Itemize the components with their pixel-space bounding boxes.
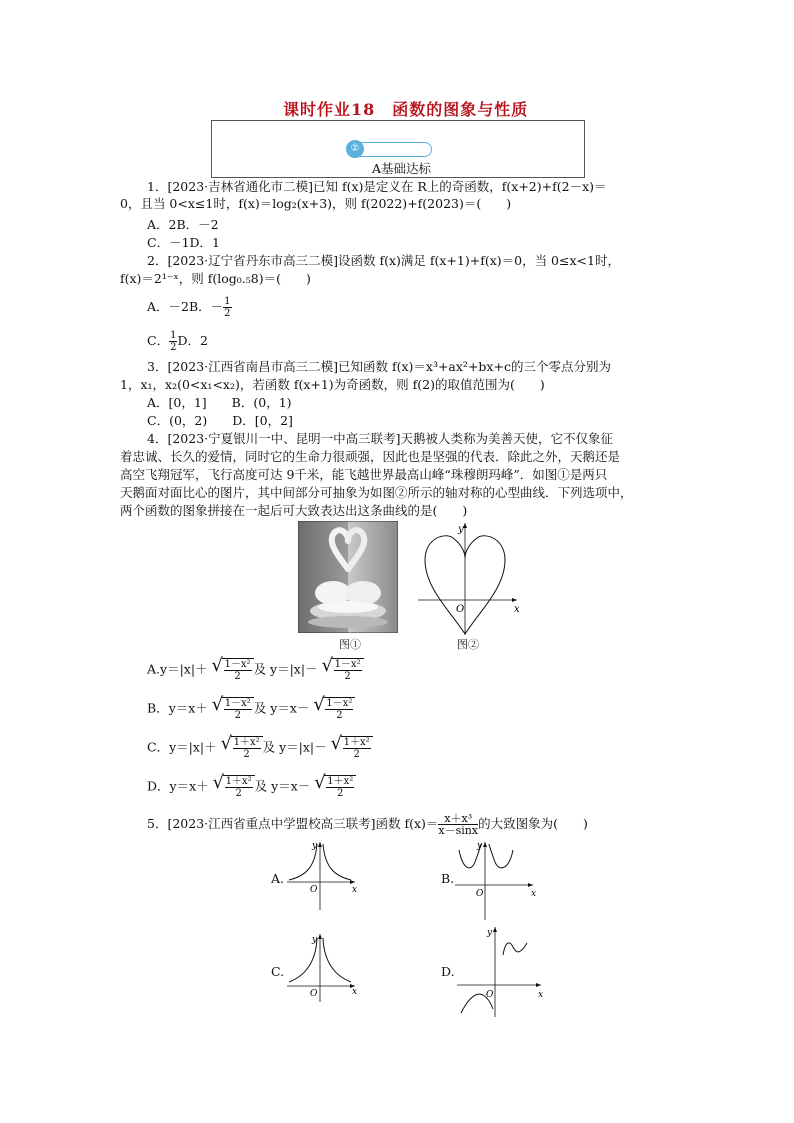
- q4-option-a: [147, 658, 364, 682]
- fig1-caption: 图①: [339, 638, 361, 651]
- q2-half-den: 2: [224, 308, 231, 319]
- q5-d-y: y: [487, 928, 493, 938]
- q5-c-y: y: [312, 935, 318, 945]
- section-banner: [348, 142, 432, 157]
- q4-option-d-mid: 及 y＝x－: [254, 778, 311, 794]
- q4-option-c-sqrt1: [231, 736, 263, 760]
- fig2-origin-label: O: [456, 604, 465, 615]
- section-label: A基础达标: [372, 161, 432, 176]
- q4-option-c-num2: √ 1＋x²: [343, 737, 370, 748]
- q4-option-d-label: D．: [147, 778, 170, 794]
- q5-c-o: O: [310, 989, 318, 999]
- q4-line5: 两个函数的图象拼接在一起后可大致表达出这条曲线的是( ): [120, 503, 468, 518]
- q5-b-y: y: [477, 841, 483, 851]
- section-badge: ②: [346, 140, 364, 158]
- q4-line4: 天鹅面对面比心的图片，其中间部分可抽象为如图②所示的轴对称的心型曲线．下列选项中，: [120, 485, 633, 500]
- q4-line1: 4．[2023·宁夏银川一中、昆明一中高三联考]天鹅被人类称为美善天使，它不仅象征: [147, 431, 613, 446]
- q4-option-a-num1: √ 1－x²: [224, 659, 251, 670]
- q4-option-b-num1: √ 1－x²: [224, 698, 251, 709]
- q5-b-x: x: [531, 889, 537, 899]
- q5-fraction: [438, 813, 478, 836]
- q4-option-a-lhs: y＝|x|＋: [160, 661, 208, 677]
- q3-options-cd: C．(0，2) D．[0，2]: [147, 413, 293, 428]
- q5-graph-c: [285, 932, 365, 1004]
- q5-num: x＋x³: [438, 813, 478, 825]
- q4-option-d-lhs: y＝x＋: [169, 778, 209, 794]
- q2-option-ab: [147, 296, 232, 319]
- q5-b-o: O: [476, 889, 484, 899]
- q4-option-a-sqrt2: [332, 658, 364, 682]
- q4-option-a-num2: √ 1－x²: [334, 659, 361, 670]
- q4-option-c: [147, 736, 373, 760]
- q4-option-b: [147, 697, 355, 721]
- q4-option-d-num1: √ 1＋x²: [225, 776, 252, 787]
- q4-line3: 高空飞翔冠军，飞行高度可达 9千米，能飞越世界最高山峰“珠穆朗玛峰”．如图①是两只: [120, 467, 608, 482]
- heart-curve-figure: [415, 520, 525, 638]
- q4-option-c-label: C．: [147, 739, 170, 755]
- q4-option-c-num1: √ 1＋x²: [233, 737, 260, 748]
- q5-d-x: x: [538, 990, 544, 1000]
- q5-c-x: x: [352, 987, 358, 997]
- q4-line2: 着忠诚、长久的爱情，同时它的生命力很顽强，因此也是坚强的代表．除此之外，天鹅还是: [120, 449, 621, 464]
- q4-option-a-den2: 2: [344, 671, 351, 682]
- q5-den: x－sinx: [438, 824, 479, 837]
- q4-option-b-num2: √ 1－x²: [326, 698, 353, 709]
- q3-line1: 3．[2023·江西省南昌市高三二模]已知函数 f(x)＝x³+ax²+bx+c的三个零点分别为: [147, 359, 611, 374]
- q5-graph-c-label: C.: [271, 964, 285, 979]
- fig2-caption: 图②: [457, 638, 479, 651]
- q4-option-c-mid: 及 y＝|x|－: [262, 739, 327, 755]
- q2-c-den: 2: [170, 342, 177, 353]
- q4-option-d-sqrt2: [324, 775, 356, 799]
- q5-a-x: x: [352, 885, 358, 895]
- q2-line2: f(x)＝2¹⁻ˣ，则 f(log₀.₅8)＝( ): [120, 271, 311, 286]
- q4-option-d-sqrt1: [223, 775, 255, 799]
- q4-option-d-den1: 2: [235, 788, 242, 799]
- q2-option-cd: [147, 330, 208, 353]
- q2-half-num: 1: [224, 296, 231, 307]
- q5-graph-a-label: A.: [271, 871, 285, 886]
- q4-option-c-den1: 2: [243, 749, 250, 760]
- q5-graph-b: [453, 840, 543, 922]
- q4-option-b-lhs: y＝x＋: [168, 700, 208, 716]
- q4-option-a-sqrt1: [222, 658, 254, 682]
- q1-line1: 1．[2023·吉林省通化市二模]已知 f(x)是定义在 R上的奇函数，f(x+2)+f(2－x)＝: [147, 179, 607, 194]
- q4-option-b-sqrt2: [323, 697, 355, 721]
- q5-stem: [147, 813, 588, 836]
- page-title: 课时作业18 函数的图象与性质: [283, 100, 529, 119]
- q3-line2: 1，x₁，x₂(0<x₁<x₂)，若函数 f(x+1)为奇函数，则 f(2)的取值范围为( ): [120, 377, 545, 392]
- q2-c-num: 1: [170, 330, 177, 341]
- q4-option-d-den2: 2: [337, 788, 344, 799]
- q5-graph-d: [455, 925, 547, 1020]
- q4-option-b-den2: 2: [336, 710, 343, 721]
- q5-graph-a: [285, 840, 365, 912]
- q2-option-ab-text: A．－2B．－: [147, 299, 224, 314]
- q3-options-ab: A．[0，1] B．(0，1): [147, 395, 292, 410]
- q4-option-b-den1: 2: [234, 710, 241, 721]
- section-header-box: [211, 120, 585, 178]
- q4-option-b-label: B．: [147, 700, 169, 716]
- q2-option-c-text: C．: [147, 333, 170, 348]
- q4-option-b-mid: 及 y＝x－: [253, 700, 310, 716]
- q5-a-o: O: [310, 885, 318, 895]
- q4-option-d-num2: √ 1＋x²: [327, 776, 354, 787]
- fig2-y-label: y: [458, 524, 464, 535]
- q5-graph-d-label: D.: [441, 964, 455, 979]
- q1-line2: 0，且当 0<x≤1时，f(x)＝log₂(x+3)，则 f(2022)+f(2023)＝( ): [120, 196, 512, 211]
- q4-option-c-sqrt2: [341, 736, 373, 760]
- q4-option-a-label: A.: [147, 661, 161, 677]
- q4-option-a-den1: 2: [234, 671, 241, 682]
- q5-d-o: O: [486, 990, 494, 1000]
- q1-options-ab: A．2B．－2: [147, 217, 219, 232]
- q5-prefix: 5．[2023·江西省重点中学盟校高三联考]函数 f(x)＝: [147, 816, 439, 831]
- fig2-x-label: x: [514, 604, 520, 615]
- q2-line1: 2．[2023·辽宁省丹东市高三二模]设函数 f(x)满足 f(x+1)+f(x)＝0，当 0≤x<1时，: [147, 253, 620, 268]
- q5-graph-b-label: B.: [441, 871, 455, 886]
- q5-suffix: 的大致图象为( ): [478, 816, 588, 831]
- q4-option-b-sqrt1: [222, 697, 254, 721]
- q4-option-d: [147, 775, 356, 799]
- q4-option-c-den2: 2: [353, 749, 360, 760]
- q5-a-y: y: [312, 841, 318, 851]
- q2-half-fraction: [223, 296, 231, 319]
- swan-photo-figure: [298, 521, 398, 633]
- q1-options-cd: C．－1D．1: [147, 235, 220, 250]
- q2-option-d-text: D．2: [177, 333, 208, 348]
- q4-option-a-mid: 及 y＝|x|－: [253, 661, 318, 677]
- q4-option-c-lhs: y＝|x|＋: [169, 739, 217, 755]
